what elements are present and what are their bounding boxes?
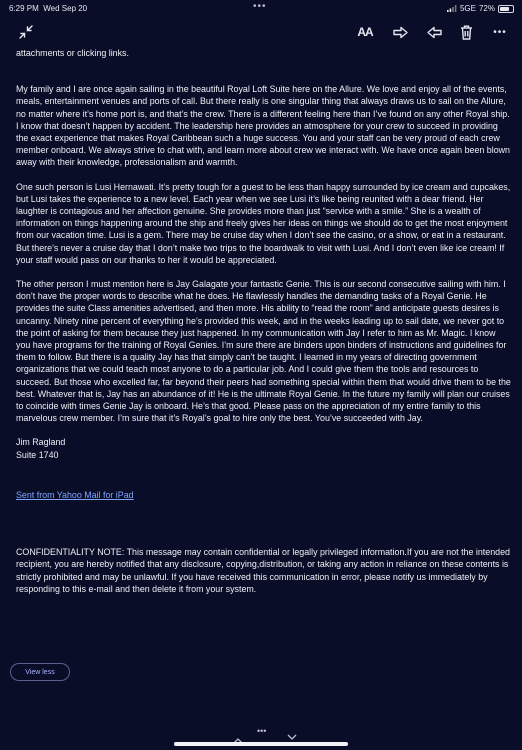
signature-name: Jim Ragland — [16, 437, 66, 448]
confidentiality-note: CONFIDENTIALITY NOTE: This message may contain confidential or legally privileged information.If you are not the intended recipient, you are hereby notified that any disclosure, copying,distribution, or taking any action in reliance on these contents is strictly prohibited and may be unlawful. If you have received this communication in error, please notify us immediately by responding to this e-mail and then delete it from your system. — [16, 547, 510, 594]
signature-suite: Suite 1740 — [16, 449, 59, 460]
home-indicator[interactable] — [174, 742, 348, 746]
forward-arrow-icon[interactable] — [390, 22, 410, 42]
text-size-button[interactable]: AA — [357, 25, 373, 39]
trash-icon[interactable] — [456, 22, 476, 42]
collapse-arrows-icon[interactable] — [16, 22, 36, 42]
status-bar — [0, 0, 522, 16]
battery-icon — [498, 5, 514, 13]
sent-from-link[interactable]: Sent from Yahoo Mail for iPad — [16, 489, 134, 500]
battery-percent: 72% — [478, 4, 495, 13]
message-toolbar — [0, 18, 522, 46]
email-signature — [16, 436, 512, 460]
more-options-button[interactable]: ••• — [493, 26, 507, 38]
network-type: 5GE — [459, 4, 476, 13]
status-indicators — [447, 4, 514, 13]
status-time — [9, 4, 87, 13]
status-date: Wed Sep 20 — [43, 4, 88, 13]
email-paragraph: The other person I must mention here is Jay Galagate your fantastic Genie. This is our second consecutive sailing with him. I don’t have the proper words to describe what he does. He flawlessly handles the demanding tasks of a Royal Genie. He provides the suite Class amenities advertised, and then more. His ability to “read the room” and anticipate guests desires is uncanny. Ninety nine percent of everything he’s provided this week, and in the weeks leading up to sail date, we never got to the point of asking for them because they just happened. In my communication with Jay I refer to him as Mr. Magic. I know you have programs for the training of Royal Genies. I’m sure there are binders upon binders of instructions and guidelines for them to follow. But there is a quality Jay has that simply can’t be taught. I learned in my years of directing government organizations that we could teach most anyone to do a particular job. And I could give them the tools and resources to succeed. But those who excelled far, far beyond their peers had something special within them that would drive them to be the best. Whatever that is, Jay has an abundance of it! He is the ultimate Royal Genie. In the future my family will plan our cruises to coincide with times Genie Jay is onboard. He’s that good. Please pass on the appreciation of my entire family to this marvelous crew member. I’m sure that it’s Royal’s goal to hire only the best. You’ve succeeded with Jay. — [16, 279, 511, 424]
email-paragraph: One such person is Lusi Hernawati. It’s pretty tough for a guest to be less than happy surrounded by ice cream and cupcakes, but Lusi takes the experience to a new level. Each year when we see Lusi it’s like being reunited with a dear friend. Her laughter is contagious and her affection genuine. She provides more than just “service with a smile.” She is a wealth of information on things happening around the ship and freely gives her ideas on things we should do to get the most enjoyment from our vacation time. Lusi is a gem. There may be cruise day when I don’t see the casino, or a show, or eat in a restaurant. But there’s never a cruise day that I don’t make two trips to the boardwalk to visit with Lusi. And I don’t even like ice cream! If your staff would pass on our thanks to her it would be appreciated. — [16, 181, 511, 265]
multitasking-dots[interactable]: ••• — [253, 1, 267, 12]
bottom-bar — [0, 722, 522, 750]
status-clock: 6:29 PM — [9, 4, 39, 13]
chevron-up-icon[interactable] — [233, 731, 243, 749]
email-body — [16, 47, 512, 607]
signal-icon — [447, 5, 457, 12]
view-less-button[interactable]: View less — [10, 663, 70, 681]
email-paragraph: My family and I are once again sailing in the beautiful Royal Loft Suite here on the Allure. We love and enjoy all of the events, meals, entertainment venues and ports of call. But there really is one singular thing that always draws us to sail on the Allure, no matter where it’s home port is, and that’s the crew. There is a different feeling here than I’ve found on any other Royal ship. I know that doesn’t happen by accident. The leadership here provides an atmosphere for your crew to succeed in providing the exact experience that makes Royal Caribbean such a huge success. You and your staff can be very proud of each crew member onboard. We always strive to chat with, and learn more about crew we interact with. We have once again been blown away with their knowledge, professionalism and warmth. — [16, 84, 510, 168]
reply-arrow-icon[interactable] — [424, 22, 444, 42]
more-dots-icon[interactable]: ••• — [257, 726, 267, 736]
email-lead-text: attachments or clicking links. — [16, 48, 129, 58]
